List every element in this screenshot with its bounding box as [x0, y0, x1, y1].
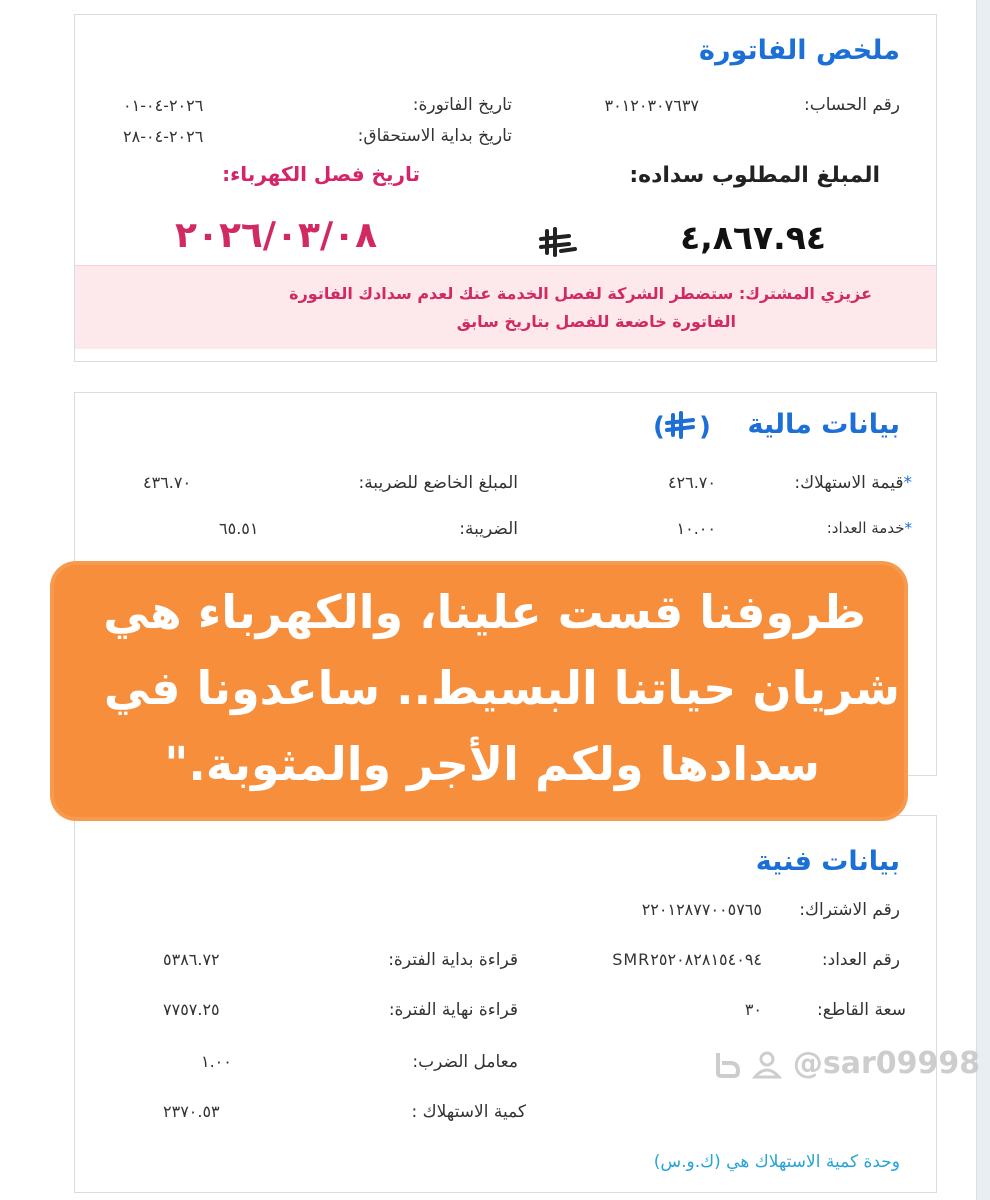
- svg-text:(: (: [653, 412, 665, 442]
- plea-overlay: [54, 565, 904, 817]
- required-star: *: [903, 473, 912, 493]
- plea-line-3: سدادها ولكم الأجر والمثوبة.": [164, 737, 820, 791]
- consumption-quantity-label: كمية الاستهلاك :: [411, 1102, 526, 1122]
- invoice-date-label: تاريخ الفاتورة:: [412, 95, 512, 115]
- start-reading-value: ٥٣٨٦.٧٢: [163, 950, 220, 969]
- multiplier-label: معامل الضرب:: [412, 1052, 518, 1072]
- end-reading-label: قراءة نهاية الفترة:: [388, 1000, 518, 1020]
- watermark-handle: @sar09998: [792, 1046, 981, 1081]
- disconnect-date-label: تاريخ فصل الكهرباء:: [222, 162, 420, 186]
- meter-service-value: ١٠.٠٠: [676, 519, 716, 538]
- required-star: *: [904, 519, 912, 537]
- meter-service-label: *خدمة العداد:: [826, 519, 912, 537]
- account-label: رقم الحساب:: [803, 95, 900, 115]
- amount-due-label: المبلغ المطلوب سداده:: [629, 163, 880, 188]
- tax-label: الضريبة:: [459, 519, 518, 539]
- watermark: [712, 1045, 980, 1081]
- right-scroll-strip: [976, 0, 990, 1200]
- account-value: ٣٠١٢٠٣٠٧٦٣٧: [604, 96, 699, 115]
- technical-data-card: [74, 815, 937, 1193]
- taxable-amount-value: ٤٣٦.٧٠: [143, 473, 192, 492]
- meter-number-value: SMR٢٥٢٠٨٢٨١٥٤٠٩٤: [612, 950, 762, 969]
- plea-line-1: ظروفنا قست علينا، والكهرباء هي: [103, 585, 866, 639]
- start-reading-label: قراءة بداية الفترة:: [388, 950, 518, 970]
- invoice-summary-card: [74, 14, 937, 362]
- end-reading-value: ٧٧٥٧.٢٥: [163, 1000, 220, 1019]
- finance-title: بيانات مالية: [747, 409, 900, 440]
- consumption-value: ٤٢٦.٧٠: [667, 473, 716, 492]
- user-icon: [752, 1049, 782, 1079]
- svg-text:): ): [699, 412, 711, 442]
- technical-title: بيانات فنية: [755, 846, 900, 877]
- alert-line-2: الفاتورة خاضعة للفصل بتاريخ سابق: [456, 312, 736, 331]
- multiplier-value: ١.٠٠: [201, 1052, 232, 1071]
- subscription-value: ٢٢٠١٢٨٧٧٠٠٥٧٦٥: [641, 900, 762, 919]
- invoice-date-value: ٢٠٢٦-٠٤-٠١: [123, 96, 204, 115]
- due-start-value: ٢٠٢٦-٠٤-٢٨: [123, 127, 204, 146]
- summary-title: ملخص الفاتورة: [699, 35, 900, 66]
- riyal-currency-icon: [651, 409, 717, 443]
- due-start-label: تاريخ بداية الاستحقاق:: [357, 126, 512, 146]
- amount-due-value: ٤,٨٦٧.٩٤: [680, 218, 826, 257]
- consumption-quantity-value: ٢٣٧٠.٥٣: [163, 1102, 220, 1121]
- consumption-label: *قيمة الاستهلاك:: [794, 473, 912, 493]
- tax-value: ٦٥.٥١: [219, 519, 259, 538]
- breaker-capacity-label: سعة القاطع:: [817, 1000, 906, 1020]
- taxable-amount-label: المبلغ الخاضع للضريبة:: [358, 473, 518, 493]
- alert-line-1: عزيزي المشترك: ستضطر الشركة لفصل الخدمة عنك لعدم سدادك الفاتورة: [289, 284, 872, 303]
- breaker-capacity-value: ٣٠: [744, 1000, 762, 1019]
- subscription-label: رقم الاشتراك:: [799, 900, 900, 920]
- app-logo-icon: [712, 1049, 742, 1079]
- consumption-unit-note: وحدة كمية الاستهلاك هي (ك.و.س): [653, 1152, 900, 1172]
- meter-number-label: رقم العداد:: [821, 950, 900, 970]
- plea-line-2: شريان حياتنا البسيط.. ساعدونا في: [103, 661, 900, 715]
- riyal-currency-icon: [539, 227, 579, 261]
- disconnect-alert: [75, 265, 936, 349]
- disconnect-date-value: ٢٠٢٦/٠٣/٠٨: [175, 215, 378, 256]
